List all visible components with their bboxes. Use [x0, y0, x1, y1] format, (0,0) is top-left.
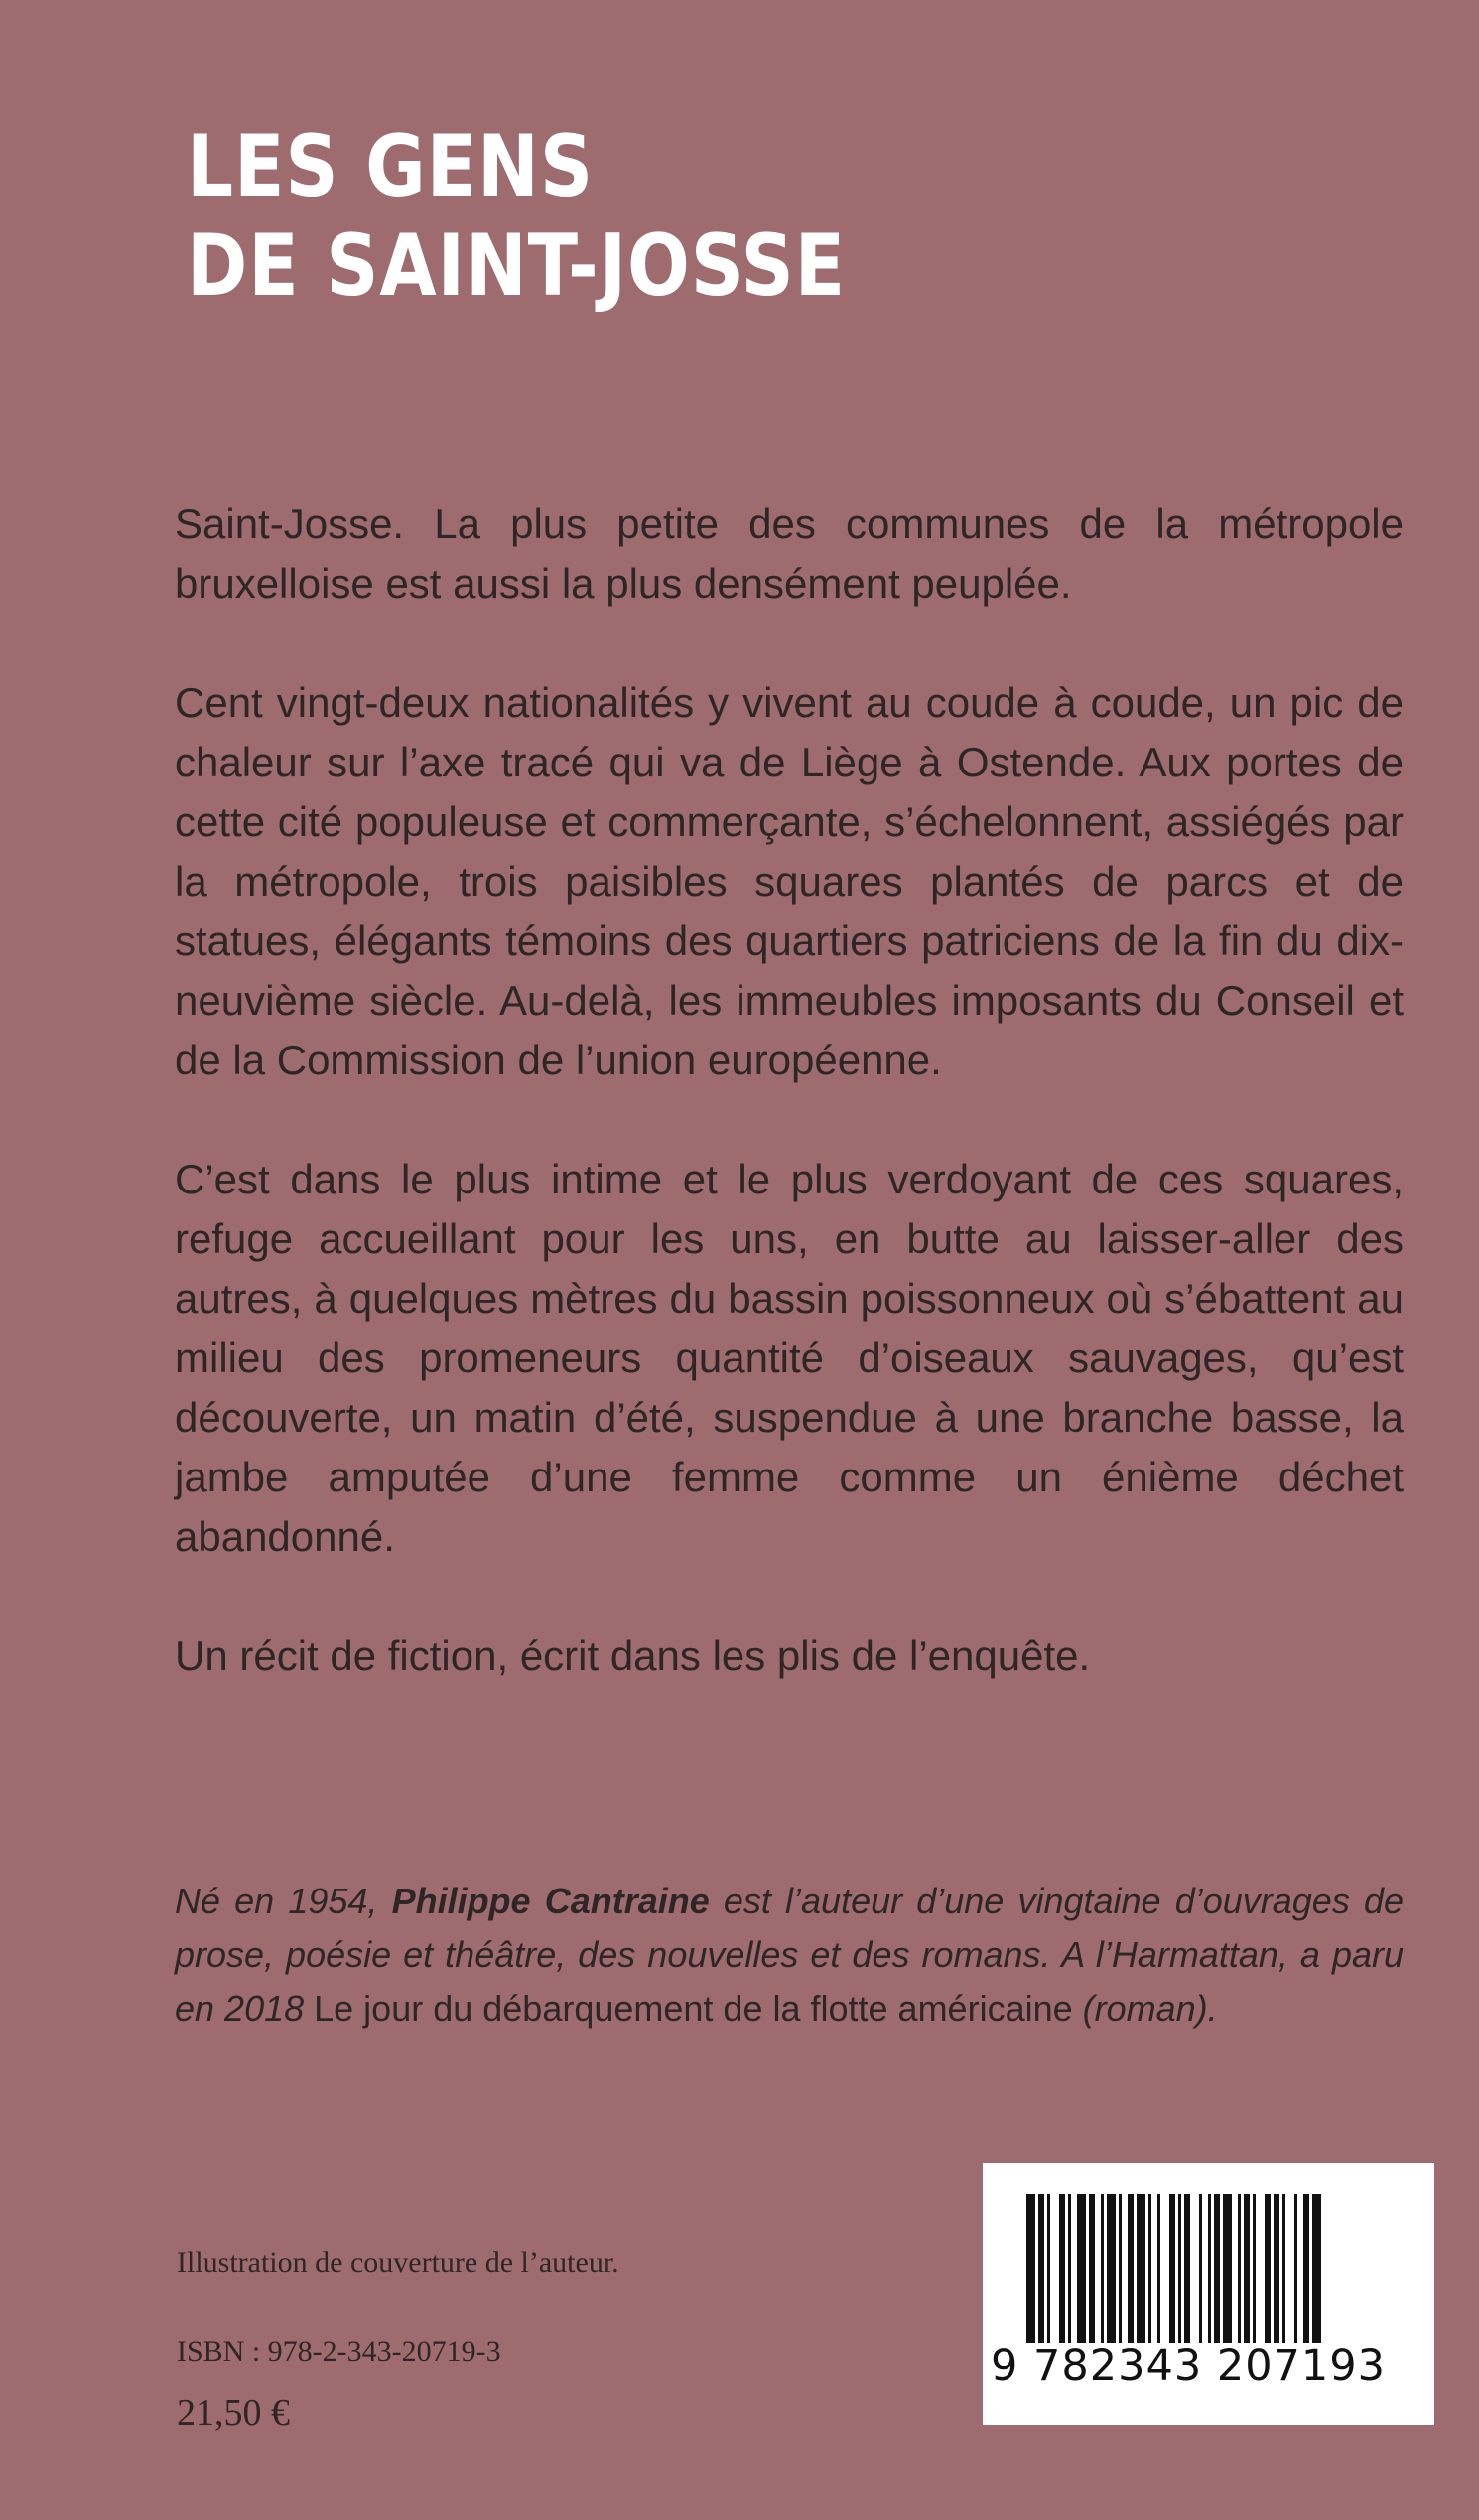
barcode-bar: [1253, 2194, 1256, 2343]
barcode-bar: [1274, 2194, 1279, 2343]
barcode-bar: [1026, 2194, 1035, 2343]
back-cover-blurb: [175, 494, 1404, 1686]
bio-text-1: est l’auteur d’une vingtaine d’ouvrages de prose, poésie et théâtre, des nouvelles et des romans. A l’Harmattan, a paru en 2018: [175, 1881, 1404, 2029]
barcode-bar: [1303, 2194, 1309, 2343]
bio-text-2: (roman).: [1072, 1988, 1218, 2029]
barcode-bars: [1026, 2194, 1394, 2343]
barcode-bar: [1238, 2194, 1241, 2343]
barcode-bar: [1059, 2194, 1065, 2343]
book-title: [187, 117, 846, 316]
barcode-bar: [1038, 2194, 1044, 2343]
barcode-bar: [1047, 2194, 1050, 2343]
blurb-paragraph-4: Un récit de fiction, écrit dans les plis de l’enquête.: [175, 1632, 1091, 1679]
barcode-bar: [1157, 2194, 1160, 2343]
title-line-2: DE SAINT-JOSSE: [187, 216, 847, 316]
author-bio: [175, 1875, 1404, 2035]
barcode-bar: [1068, 2194, 1071, 2343]
barcode-bar: [1119, 2194, 1122, 2343]
barcode-bar: [1223, 2194, 1232, 2343]
barcode-bar: [1312, 2194, 1321, 2343]
bio-book-title: Le jour du débarquement de la flotte américaine: [314, 1988, 1073, 2029]
bio-intro: Né en 1954,: [175, 1881, 392, 1921]
barcode-bar: [1077, 2194, 1086, 2343]
barcode-bar: [1148, 2194, 1151, 2343]
barcode-bar: [1214, 2194, 1220, 2343]
isbn-number: ISBN : 978-2-343-20719-3: [177, 2335, 501, 2368]
barcode-bar: [1282, 2194, 1285, 2343]
barcode-bar: [1244, 2194, 1250, 2343]
title-line-1: LES GENS: [187, 117, 594, 216]
barcode-bar: [1107, 2194, 1116, 2343]
barcode-bar: [1178, 2194, 1181, 2343]
barcode-bar: [1184, 2194, 1190, 2343]
barcode: [983, 2163, 1434, 2425]
barcode-bar: [1089, 2194, 1095, 2343]
blurb-paragraph-2: Cent vingt-deux nationalités y vivent au coude à coude, un pic de chaleur sur l’axe tracé qui va de Liège à Ostende. Aux portes de cette cité populeuse et commerçante, s’échelonnent, assiégés par la métropole, trois paisibles squares plantés de parcs et de statues, élégants témoins des quartiers patriciens de la fin du dix-neuvième siècle. Au-delà, les immeubles imposants du Conseil et de la Commission de l’union européenne.: [175, 679, 1404, 1083]
barcode-bar: [1101, 2194, 1104, 2343]
barcode-bar: [1128, 2194, 1134, 2343]
barcode-bar: [1208, 2194, 1211, 2343]
author-name: Philippe Cantraine: [391, 1881, 710, 1921]
barcode-bar: [1294, 2194, 1297, 2343]
price: 21,50 €: [177, 2392, 290, 2434]
barcode-bar: [1265, 2194, 1271, 2343]
barcode-bar: [1169, 2194, 1175, 2343]
barcode-bar: [1199, 2194, 1202, 2343]
illustration-credit: Illustration de couverture de l’auteur.: [177, 2246, 619, 2279]
blurb-paragraph-3: C’est dans le plus intime et le plus verdoyant de ces squares, refuge accueillant pour les uns, en butte au laisser-aller des autres, à quelques mètres du bassin poissonneux où s’ébattent au milieu des promeneurs quantité d’oiseaux sauvages, qu’est découverte, un matin d’été, suspendue à une branche basse, la jambe amputée d’une femme comme un énième déchet abandonné.: [175, 1156, 1404, 1560]
barcode-digits: 9 782343 207193: [991, 2341, 1386, 2391]
barcode-bar: [1137, 2194, 1145, 2343]
blurb-paragraph-1: Saint-Josse. La plus petite des communes de la métropole bruxelloise est aussi la plus densément peuplée.: [175, 500, 1404, 607]
